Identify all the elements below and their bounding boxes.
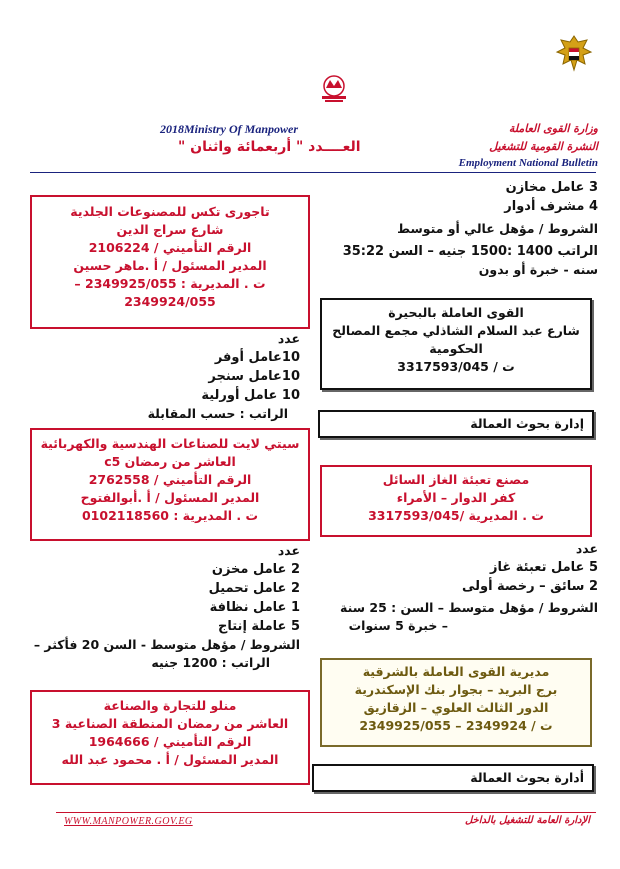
jobs-list-beheira — [328, 178, 598, 279]
office-address: برج البريد – بجوار بنك الإسكندرية — [354, 682, 558, 697]
job-item: 5 عامل تعبئة غاز — [489, 560, 598, 575]
directorate-phone: ت . المديرية : 0102118560 — [81, 508, 259, 523]
job-item: 10عامل سنجر — [208, 369, 300, 384]
job-item: 2 سائق – رخصة أولى — [461, 579, 598, 594]
office-name: مديرية القوى العاملة بالشرقية — [362, 664, 550, 679]
office-address-2: الحكومية — [429, 341, 483, 356]
conditions: الشروط / مؤهل متوسط – السن : 25 سنة — [340, 600, 598, 615]
ministry-logo-icon — [316, 74, 352, 104]
count-label: عدد — [277, 331, 300, 346]
job-item: 2 عامل تحميل — [208, 581, 300, 596]
job-item: 4 مشرف أدوار — [504, 199, 598, 214]
experience: – خبرة 5 سنوات — [348, 618, 448, 633]
job-item: 5 عاملة إنتاج — [218, 619, 300, 634]
header-divider — [30, 172, 596, 173]
dept-label-2: أدارة بحوث العمالة — [312, 764, 594, 792]
company-address: كفر الدوار – الأمراء — [396, 490, 516, 505]
job-item: 10 عامل أورلية — [201, 388, 300, 403]
issue-number: العــــدد " أربعمائة واثنان " — [178, 139, 361, 155]
office-phone: ت / 2349924 – 2349925/055 — [359, 718, 553, 733]
insurance-number: الرقم التأميني / 1964666 — [88, 734, 252, 749]
insurance-number: الرقم التأميني / 2106224 — [88, 240, 252, 255]
office-name: القوى العاملة بالبحيرة — [388, 305, 524, 320]
company-address: العاشر من رمضان c5 — [104, 454, 236, 469]
footer-divider — [56, 812, 596, 813]
directorate-phone-2: 2349924/055 — [124, 294, 216, 309]
salary: الراتب 1400 :1500 جنيه – السن 35:22 — [342, 244, 598, 259]
manager-name: المدير المسئول / أ .أبوالفتوح — [80, 490, 260, 505]
company-name: تاجورى تكس للمصنوعات الجلدية — [70, 204, 270, 219]
company-box-tajoury — [30, 195, 310, 329]
company-box-city-light — [30, 428, 310, 541]
conditions: الشروط / مؤهل متوسط - السن 20 فأكثر – — [33, 637, 300, 652]
bulletin-name: النشرة القومية للتشغيل — [489, 140, 598, 153]
count-label: عدد — [575, 541, 598, 556]
office-address-2: الدور الثالث العلوي – الزقازيق — [363, 700, 549, 715]
ministry-name: وزارة القوى العاملة — [508, 122, 598, 135]
jobs-list-gas — [328, 540, 598, 635]
office-box-sharqia — [320, 658, 592, 747]
salary: الراتب : حسب المقابلة — [147, 406, 288, 421]
jobs-list-tajoury — [40, 330, 300, 423]
job-item: 3 عامل مخازن — [505, 180, 598, 195]
office-box-beheira — [320, 298, 592, 390]
footer-dept: الإدارة العامة للتشغيل بالداخل — [464, 815, 590, 826]
company-address: شارع سراج الدين — [116, 222, 224, 237]
office-phone: ت / 3317593/045 — [397, 359, 515, 374]
experience: سنه - خبرة أو بدون — [478, 262, 598, 277]
jobs-list-city-light — [20, 542, 300, 672]
job-item: 1 عامل نظافة — [209, 600, 300, 615]
count-label: عدد — [277, 543, 300, 558]
directorate-phone: ت . المديرية /3317593/045 — [368, 508, 544, 523]
job-item: 2 عامل مخزن — [211, 562, 300, 577]
office-address: شارع عبد السلام الشاذلي مجمع المصالح — [332, 323, 580, 338]
salary: الراتب : 1200 جنيه — [151, 655, 270, 670]
dept-label-1: إدارة بحوث العمالة — [318, 410, 594, 438]
manager-name: المدير المسئول / أ . محمود عبد الله — [61, 752, 279, 767]
directorate-phone: ت . المديرية : 2349925/055 – — [74, 276, 266, 291]
conditions: الشروط / مؤهل عالي أو متوسط — [397, 221, 598, 236]
company-name: مصنع تعبئة الغاز السائل — [382, 472, 530, 487]
egypt-emblem-icon — [553, 32, 595, 74]
ministry-english: 2018Ministry Of Manpower — [160, 122, 299, 136]
company-address: العاشر من رمضان المنطقة الصناعية 3 — [51, 716, 289, 731]
company-box-gas — [320, 465, 592, 537]
job-item: 10عامل أوفر — [214, 350, 300, 365]
bulletin-english: Employment National Bulletin — [458, 157, 598, 169]
insurance-number: الرقم التأميني / 2762558 — [88, 472, 252, 487]
company-name: منلو للتجارة والصناعة — [103, 698, 237, 713]
company-name: سيتي لايت للصناعات الهندسية والكهربائية — [40, 436, 300, 451]
company-box-menlo — [30, 690, 310, 785]
footer-url[interactable]: WWW.MANPOWER.GOV.EG — [64, 816, 193, 827]
manager-name: المدير المسئول / أ .ماهر حسين — [73, 258, 267, 273]
